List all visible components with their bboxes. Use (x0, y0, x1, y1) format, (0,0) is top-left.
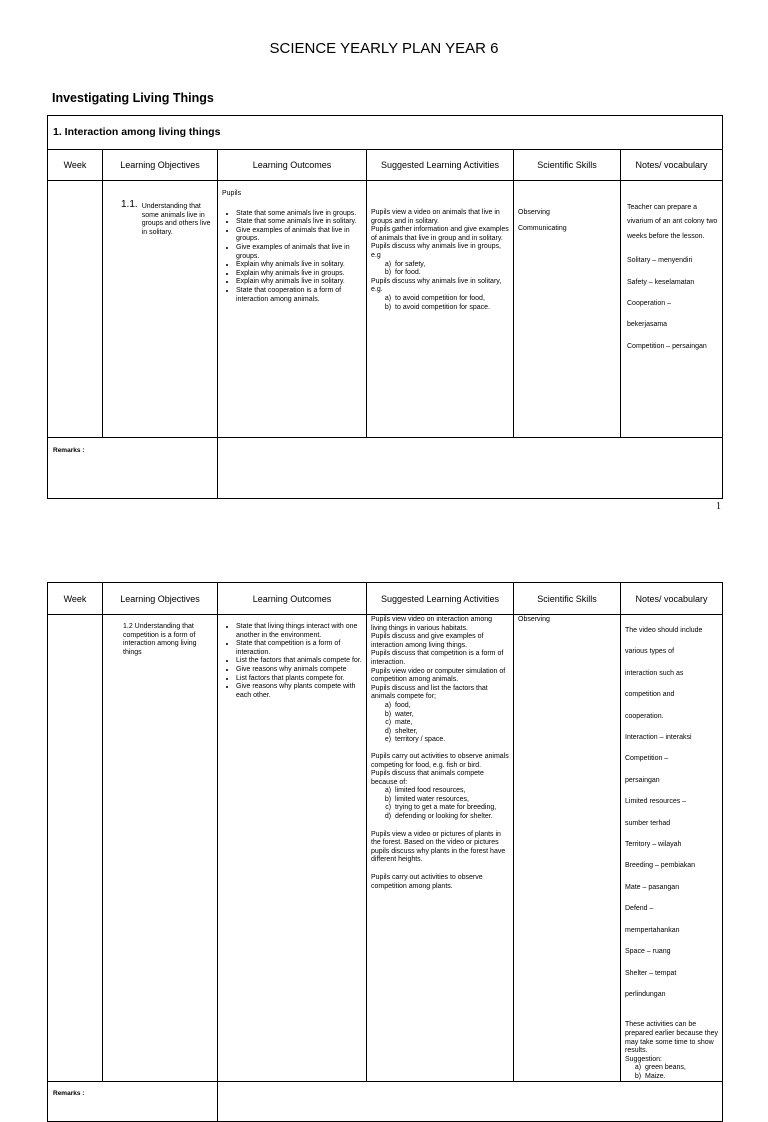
suggestion-label: Suggestion: (625, 1055, 662, 1063)
activity-list-item: a. to avoid competition for food, (395, 295, 509, 304)
activity-list (371, 261, 509, 278)
header-outcomes: Learning Outcomes (218, 583, 367, 615)
objective-text: Understanding that some animals live in groups and others live in solitary. (141, 203, 211, 236)
skills-cell (514, 181, 621, 438)
header-activities: Suggested Learning Activities (367, 150, 514, 181)
header-activities: Suggested Learning Activities (367, 583, 514, 615)
note-item: Teacher can prepare a vivarium of an ant colony two weeks before the lesson. (627, 204, 718, 240)
note-item: mempertahankan (625, 926, 680, 934)
note-item: Shelter – tempat (625, 969, 677, 977)
outcome-item: • State that living things interact with one another in the environment. (236, 623, 362, 640)
page-title: SCIENCE YEARLY PLAN YEAR 6 (269, 40, 499, 57)
outcomes-list (222, 623, 362, 700)
note-item: Solitary – menyendiri (627, 257, 693, 265)
activity-text: Pupils discuss why animals live in groups, e.g (371, 243, 501, 259)
activity-text: Pupils gather information and give examples of animals that live in group and in solitary. (371, 226, 509, 242)
activity-list (371, 787, 509, 821)
activity-text: Pupils discuss that competition is a form of interaction. (371, 650, 504, 666)
header-skills: Scientific Skills (514, 583, 621, 615)
note-item: bekerjasama (627, 321, 668, 329)
suggestion-item: a. green beans, (645, 1064, 718, 1073)
activity-text: Pupils view a video on animals that live in groups and in solitary. (371, 209, 500, 225)
note-item: Cooperation – (627, 300, 671, 308)
remarks-field (218, 1082, 723, 1122)
activities-cell (367, 615, 514, 1082)
note-item: various types of (625, 648, 675, 656)
activity-text: Pupils view video on interaction among living things in various habitats. (371, 616, 493, 632)
note-extra: These activities can be prepared earlier because they may take some time to show results. (625, 1021, 719, 1055)
note-item: Limited resources – (625, 798, 687, 806)
objective-number: 1.1. (121, 199, 138, 210)
remarks-label: Remarks : (48, 1082, 218, 1122)
section-heading: 1. Interaction among living things (48, 116, 723, 150)
notes-cell (621, 615, 723, 1082)
suggestion-item: b. Maize. (645, 1073, 718, 1082)
note-item: Competition – (625, 755, 669, 763)
outcome-item: • List factors that plants compete for. (236, 675, 362, 684)
note-item: Defend – (625, 905, 654, 913)
note-item: Competition – persaingan (627, 342, 707, 350)
activity-text: Pupils discuss and list the factors that animals compete for; (371, 684, 488, 701)
activity-list-item: d. shelter, (395, 728, 509, 737)
header-notes: Notes/ vocabulary (621, 583, 723, 615)
outcome-item: • State that some animals live in groups. (236, 210, 362, 219)
activity-list-item: b. for food. (395, 269, 509, 278)
activity-text: Pupils discuss that animals compete because of: (371, 770, 484, 786)
activity-list-item: a. limited food resources, (395, 787, 509, 796)
activity-text: Pupils carry out activities to observe competition among plants. (371, 874, 483, 890)
activity-list-item: c. trying to get a mate for breeding, (395, 804, 509, 813)
outcomes-cell (218, 181, 367, 438)
header-outcomes: Learning Outcomes (218, 150, 367, 181)
outcomes-cell (218, 615, 367, 1082)
activity-list-item: a. food, (395, 702, 509, 711)
note-item: perlindungan (625, 990, 666, 998)
header-row (48, 150, 723, 181)
outcomes-list (222, 210, 362, 305)
outcome-item: • Give examples of animals that live in groups. (236, 227, 362, 244)
header-objectives: Learning Objectives (103, 150, 218, 181)
activity-text: Pupils discuss and give examples of interaction among living things. (371, 633, 484, 649)
activity-list-item: a. for safety, (395, 261, 509, 270)
note-item: Breeding – pembiakan (625, 862, 696, 870)
activity-text: Pupils view a video or pictures of plants in the forest. Based on the video or pictures pupils discuss why plants in the forest have different heights. (371, 830, 506, 864)
activity-text: Pupils carry out activities to observe animals competing for food, e.g. fish or bird. (371, 752, 509, 769)
outcome-item: • Explain why animals live in solitary. (236, 261, 362, 270)
skill-item: Observing (518, 209, 550, 216)
objective-text: 1.2 Understanding that competition is a form of interaction among living things (123, 623, 197, 656)
activity-list (371, 702, 509, 745)
header-row (48, 583, 723, 615)
outcome-item: • List the factors that animals compete for. (236, 657, 362, 666)
plan-table-page1 (47, 115, 723, 499)
objective-cell (103, 181, 218, 438)
header-week: Week (48, 583, 103, 615)
skills-cell (514, 615, 621, 1082)
outcome-item: • State that competition is a form of interaction. (236, 640, 362, 657)
header-skills: Scientific Skills (514, 150, 621, 181)
outcome-item: • Give reasons why animals compete (236, 666, 362, 675)
activity-list-item: b. limited water resources, (395, 796, 509, 805)
outcome-item: • Explain why animals live in solitary. (236, 278, 362, 287)
note-item: competition and (625, 691, 675, 699)
suggestion-list (625, 1064, 718, 1081)
plan-table-page2 (47, 582, 723, 1122)
activity-text: Pupils view video or computer simulation of competition among animals. (371, 667, 506, 684)
skill-item: Observing (518, 616, 550, 623)
week-cell (48, 615, 103, 1082)
activity-list-item: b. to avoid competition for space. (395, 304, 509, 313)
activity-text: Pupils discuss why animals live in solitary, e.g. (371, 277, 502, 294)
remarks-field (218, 438, 723, 499)
note-item: Mate – pasangan (625, 883, 680, 891)
activity-list (371, 295, 509, 312)
note-item: interaction such as (625, 669, 684, 677)
note-item: Interaction – interaksi (625, 734, 692, 742)
note-item: Territory – wilayah (625, 841, 682, 849)
outcome-item: • State that some animals live in solitary. (236, 218, 362, 227)
activity-list-item: e. territory / space. (395, 736, 509, 745)
remarks-label: Remarks : (48, 438, 218, 499)
note-item: sumber terhad (625, 819, 671, 827)
activity-list-item: b. water, (395, 711, 509, 720)
skill-item: Communicating (518, 224, 567, 232)
outcome-item: • Explain why animals live in groups. (236, 270, 362, 279)
note-item: Safety – keselamatan (627, 278, 695, 286)
outcomes-intro: Pupils (222, 190, 242, 197)
note-item: Space – ruang (625, 948, 671, 956)
note-item: cooperation. (625, 712, 664, 720)
notes-cell (621, 181, 723, 438)
note-item: persaingan (625, 776, 660, 784)
page-number: 1 (716, 501, 721, 512)
outcome-item: • Give reasons why plants compete with each other. (236, 683, 362, 700)
outcome-item: • State that cooperation is a form of interaction among animals. (236, 287, 362, 304)
theme-heading: Investigating Living Things (52, 91, 214, 105)
week-cell (48, 181, 103, 438)
header-objectives: Learning Objectives (103, 583, 218, 615)
objective-cell (103, 615, 218, 1082)
note-item: The video should include (625, 627, 703, 634)
activity-list-item: c. mate, (395, 719, 509, 728)
header-notes: Notes/ vocabulary (621, 150, 723, 181)
header-week: Week (48, 150, 103, 181)
activity-list-item: d. defending or looking for shelter. (395, 813, 509, 822)
activities-cell (367, 181, 514, 438)
outcome-item: • Give examples of animals that live in groups. (236, 244, 362, 261)
